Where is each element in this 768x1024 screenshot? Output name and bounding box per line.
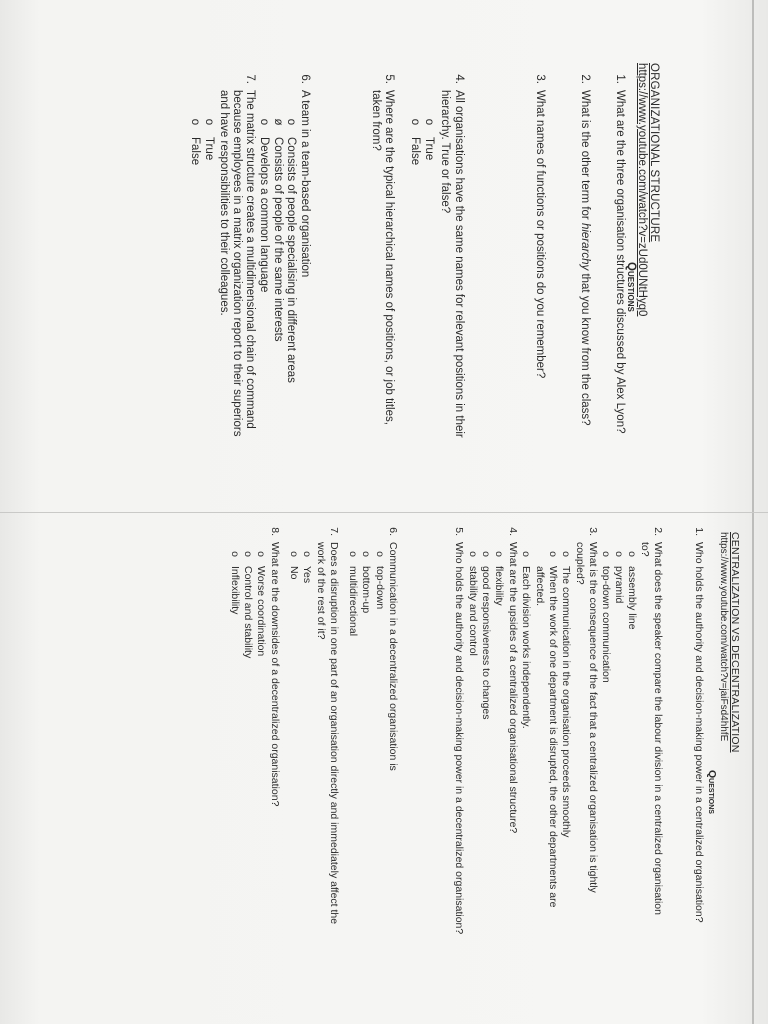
option-stability-control: stability and control [467, 566, 479, 656]
question-6: Communication in a decentralized organisation is [387, 542, 399, 771]
question-7-line-1: The matrix structure creates a multidimensional chain of command [244, 90, 256, 429]
question-3: What names of functions or positions do you remember? [534, 90, 546, 379]
option-bullet: o [288, 551, 300, 557]
option-control-stability: Control and stability [242, 566, 254, 659]
question-7-line-3: and have responsibilities to their colleagues. [218, 90, 230, 316]
video-link[interactable]: https://www.youtube.com/watch?v=jaiFsd4hhfE [718, 532, 729, 742]
question-2-line-1: What does the speaker compare the labour division in a centralized organisation [652, 542, 664, 915]
option-bullet: o [285, 118, 297, 126]
option-bullet: o [374, 551, 386, 557]
option-bullet: o [480, 551, 492, 557]
question-7-line-2: because employees in a matrix organization report to their superiors [231, 90, 243, 437]
question-number: 3. [534, 74, 546, 84]
question-6: A team in a team-based organisation [299, 90, 311, 278]
option-worse-coordination: Worse coordination [255, 566, 267, 657]
question-number: 7. [244, 74, 256, 84]
option-multidirectional: multidirectional [347, 566, 359, 637]
question-number: 1. [693, 527, 705, 536]
question-number: 5. [383, 74, 395, 84]
option-true: True [203, 137, 215, 161]
option-bullet: o [547, 551, 559, 557]
question-4-line-2: hierarchy. True or false? [439, 90, 451, 214]
question-number: 6. [299, 74, 311, 84]
option-bullet: o [626, 551, 638, 557]
question-number: 4. [453, 74, 465, 84]
option-bullet: o [203, 118, 215, 126]
option-bullet: o [467, 551, 479, 557]
question-2: What is the other term for hierarchy that you know from the class? [579, 90, 591, 426]
option-same-interests: Consists of people of the same interests [272, 137, 284, 342]
option-departments-affected-line-1: When the work of one department is disrupted, the other departments are [547, 566, 559, 908]
option-inflexibility: Inflexibility [229, 566, 241, 615]
option-pyramid: pyramid [613, 566, 625, 604]
question-5-line-2: taken from? [370, 90, 382, 151]
question-1: What are the three organisation structures discussed by Alex Lyon? [614, 90, 626, 434]
question-1: Who holds the authority and decision-making power in a centralized organisation? [693, 542, 705, 923]
section-title: CENTRALIZATION VS DECENTRALIZATION [729, 532, 741, 753]
option-smooth-communication: The communication in the organisation proceeds smoothly [560, 566, 572, 838]
option-bullet: o [301, 551, 313, 557]
option-bullet: o [493, 551, 505, 557]
question-number: 2. [652, 527, 664, 536]
question-number: 3. [587, 527, 599, 536]
questions-header: Questions [625, 262, 637, 312]
option-true: True [423, 137, 435, 161]
option-top-down-communication: top-down communication [600, 566, 612, 683]
option-yes: Yes [301, 566, 313, 584]
questions-header: Questions [706, 770, 718, 814]
option-bullet: o [347, 551, 359, 557]
option-different-areas: Consists of people specialising in different areas [285, 137, 297, 383]
question-3-line-2: coupled? [574, 542, 586, 585]
option-bottom-up: bottom-up [360, 566, 372, 614]
option-bullet: o [409, 118, 421, 126]
question-2-line-2: to? [639, 542, 651, 557]
question-number: 5. [453, 527, 465, 536]
organizational-structure-section [0, 0, 768, 510]
section-title: ORGANIZATIONAL STRUCTURE [648, 63, 660, 243]
question-number: 6. [387, 527, 399, 536]
question-8: What are the downsides of a decentralized organisation? [269, 542, 281, 807]
option-bullet: o [600, 551, 612, 557]
option-false: False [409, 137, 421, 166]
option-bullet: o [189, 118, 201, 126]
question-7-line-1: Does a disruption in one part of an organisation directly and immediately affect the [328, 542, 340, 925]
option-bullet: o [242, 551, 254, 557]
option-false: False [189, 137, 201, 166]
option-bullet: o [423, 118, 435, 126]
option-common-language: Develops a common language [258, 137, 270, 293]
option-bullet: o [520, 551, 532, 557]
option-bullet: o [255, 551, 267, 557]
question-7-line-2: work of the rest of it? [315, 542, 327, 640]
option-top-down: top-down [374, 566, 386, 610]
question-number: 8. [269, 527, 281, 536]
option-bullet: o [560, 551, 572, 557]
option-bullet: o [613, 551, 625, 557]
question-number: 2. [579, 74, 591, 84]
question-5: Who holds the authority and decision-making power in a decentralized organisation? [453, 542, 465, 935]
option-no: No [288, 566, 300, 580]
video-link[interactable]: https://www.youtube.com/watch?v=zUd0UNtHyq0 [636, 63, 648, 317]
option-bullet: o [229, 551, 241, 557]
question-5-line-1: Where are the typical hierarchical names of positions, or job titles, [383, 90, 395, 425]
question-number: 1. [614, 74, 626, 84]
question-3-line-1: What is the consequence of the fact that a centralized organisation is tightly [587, 542, 599, 893]
question-number: 4. [507, 527, 519, 536]
option-flexibility: flexibility [493, 566, 505, 606]
option-bullet: o [258, 118, 270, 126]
option-bullet: o [360, 551, 372, 557]
option-departments-affected-line-2: affected. [534, 566, 546, 607]
option-assembly-line: assembly line [626, 566, 638, 630]
question-number: 7. [328, 527, 340, 536]
option-works-independently: Each division works independently. [520, 566, 532, 729]
option-responsiveness: good responsiveness to changes [480, 566, 492, 720]
centralization-section [0, 512, 768, 1024]
option-checked-mark: ø [272, 118, 284, 126]
question-4: What are the upsides of a centralized organisational structure? [507, 542, 519, 834]
question-4-line-1: All organisations have the same names for relevant positions in their [453, 90, 465, 438]
